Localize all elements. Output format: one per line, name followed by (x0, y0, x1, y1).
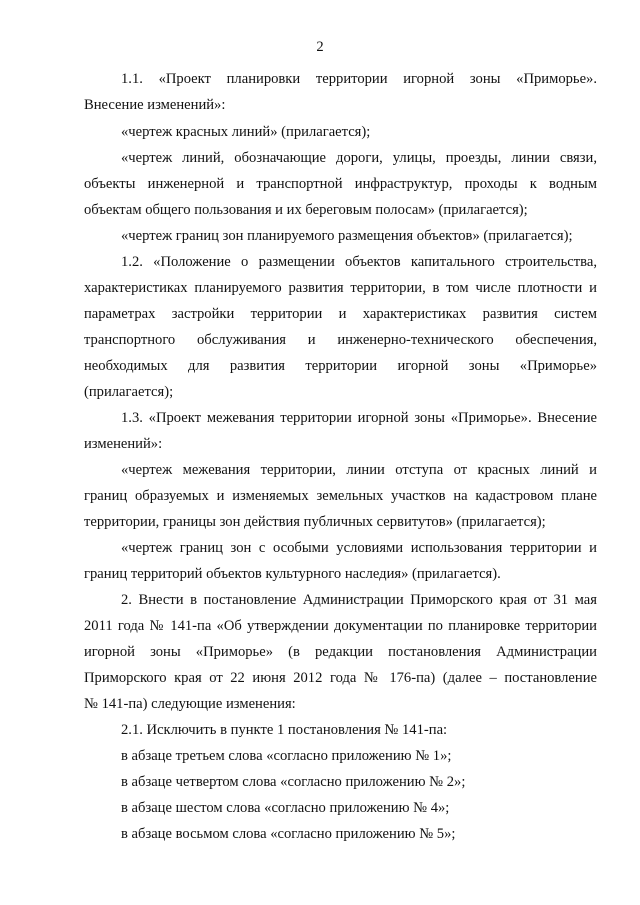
text-line: «чертеж межевания территории, линии отступа от красных линий и (121, 462, 597, 478)
text-line: в абзаце восьмом слова «согласно приложению № 5»; (121, 826, 456, 842)
text-line: параметрах застройки территории и характеристиках развития систем (84, 306, 597, 322)
text-line: 1.3. «Проект межевания территории игорной зоны «Приморье». Внесение (121, 410, 597, 426)
text-line: 2011 года № 141-па «Об утверждении документации по планировке территории (84, 618, 597, 634)
text-line: «чертеж красных линий» (прилагается); (121, 124, 371, 140)
text-line: объекты инженерной и транспортной инфраструктур, проходы к водным (84, 176, 597, 192)
text-line: 2.1. Исключить в пункте 1 постановления № 141-па: (121, 722, 448, 738)
text-line: (прилагается); (84, 384, 174, 400)
text-line: «чертеж границ зон с особыми условиями использования территории и (121, 540, 597, 556)
text-line: в абзаце третьем слова «согласно приложению № 1»; (121, 748, 452, 764)
text-line: «чертеж границ зон планируемого размещения объектов» (прилагается); (121, 228, 573, 244)
text-line: границ территорий объектов культурного наследия» (прилагается). (84, 566, 501, 582)
text-line: характеристиках планируемого развития территории, в том числе плотности и (84, 280, 597, 296)
page-number: 2 (316, 39, 324, 55)
text-line: границ образуемых и изменяемых земельных участков на кадастровом плане (84, 488, 597, 504)
text-line: территории, границы зон действия публичных сервитутов» (прилагается); (84, 514, 546, 530)
text-line: в абзаце шестом слова «согласно приложению № 4»; (121, 800, 450, 816)
text-line: изменений»: (84, 436, 163, 452)
text-line: Приморского края от 22 июня 2012 года № 176-па) (далее – постановление (84, 670, 597, 686)
text-line: в абзаце четвертом слова «согласно приложению № 2»; (121, 774, 466, 790)
text-line: № 141-па) следующие изменения: (84, 696, 296, 712)
text-line: объектам общего пользования и их береговым полосам» (прилагается); (84, 202, 528, 218)
text-line: необходимых для развития территории игорной зоны «Приморье» (84, 358, 597, 374)
text-line: 2. Внести в постановление Администрации Приморского края от 31 мая (121, 592, 597, 608)
text-line: «чертеж линий, обозначающие дороги, улицы, проезды, линии связи, (121, 150, 597, 166)
text-line: игорной зоны «Приморье» (в редакции постановления Администрации (84, 644, 597, 660)
text-line: 1.2. «Положение о размещении объектов капитального строительства, (121, 254, 597, 270)
text-line: транспортного обслуживания и инженерно-технического обеспечения, (84, 332, 597, 348)
text-line: 1.1. «Проект планировки территории игорной зоны «Приморье». (121, 71, 597, 87)
text-line: Внесение изменений»: (84, 97, 226, 113)
